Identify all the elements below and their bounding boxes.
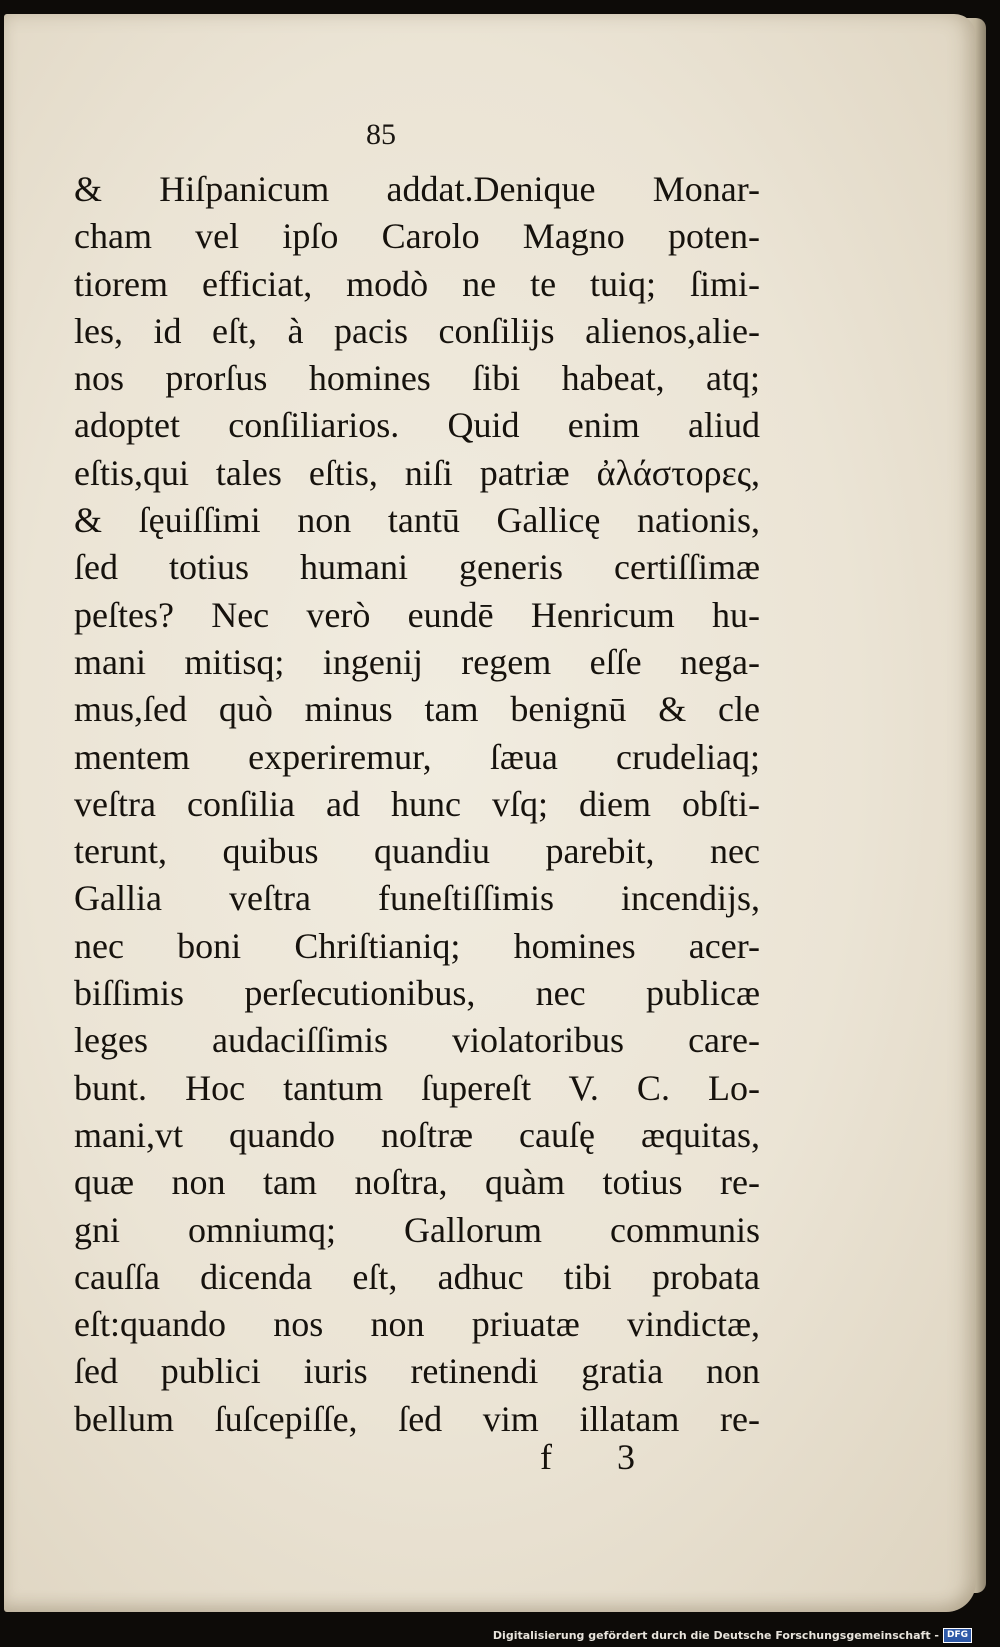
text-line: nec boni Chriſtianiq; homines acer- xyxy=(74,925,760,966)
text-line: mentem experiremur, ſæua crudeliaq; xyxy=(74,736,760,777)
text-line: mani,vt quando noſtræ cauſę æquitas, xyxy=(74,1114,760,1155)
text-line: mus,ſed quò minus tam benignū & cle xyxy=(74,689,760,730)
text-line: & Hiſpanicum addat.Denique Monar- xyxy=(74,169,760,209)
text-line: tiorem efficiat, modò ne te tuiq; ſimi- xyxy=(74,263,760,304)
dfg-logo: DFG xyxy=(943,1628,972,1643)
text-line: & ſęuiſſimi non tantū Gallicę nationis, xyxy=(74,500,760,541)
text-line: les, id eſt, à pacis conſilijs alienos,alie- xyxy=(74,310,760,351)
digitization-credit xyxy=(493,1628,972,1643)
text-line: eſt:quando nos non priuatæ vindictæ, xyxy=(74,1304,760,1345)
text-line: mani mitisq; ingenij regem eſſe nega- xyxy=(74,641,760,682)
book-page xyxy=(4,14,976,1612)
text-line: terunt, quibus quandiu parebit, nec xyxy=(74,831,760,872)
text-line: quæ non tam noſtra, quàm totius re- xyxy=(74,1162,760,1203)
text-line: eſtis,qui tales eſtis, niſi patriæ ἀλάστορες, xyxy=(74,452,760,493)
credit-text: Digitalisierung gefördert durch die Deutsche Forschungsgemeinschaft - xyxy=(492,1629,939,1642)
text-line: leges audaciſſimis violatoribus care- xyxy=(74,1020,760,1061)
signature-mark: f 3 xyxy=(540,1437,663,1477)
text-line: cauſſa dicenda eſt, adhuc tibi probata xyxy=(74,1256,760,1297)
text-line: ſed publici iuris retinendi gratia non xyxy=(74,1351,760,1392)
text-line: cham vel ipſo Carolo Magno poten- xyxy=(74,216,760,257)
page-number: 85 xyxy=(366,118,396,151)
text-line: ſed totius humani generis certiſſimæ xyxy=(74,547,760,588)
text-line: peſtes? Nec verò eundē Henricum hu- xyxy=(74,594,760,635)
text-line: bellum ſuſcepiſſe, ſed vim illatam re- xyxy=(74,1398,760,1439)
text-line: gni omniumq; Gallorum communis xyxy=(74,1209,760,1250)
text-line: Gallia veſtra funeſtiſſimis incendijs, xyxy=(74,878,760,919)
text-line: veſtra conſilia ad hunc vſq; diem obſti- xyxy=(74,783,760,824)
text-line: nos prorſus homines ſibi habeat, atq; xyxy=(74,358,760,399)
text-line: biſſimis perſecutionibus, nec publicæ xyxy=(74,973,760,1014)
text-line: bunt. Hoc tantum ſupereſt V. C. Lo- xyxy=(74,1067,760,1108)
body-text xyxy=(74,166,760,1443)
text-line: adoptet conſiliarios. Quid enim aliud xyxy=(74,405,760,446)
